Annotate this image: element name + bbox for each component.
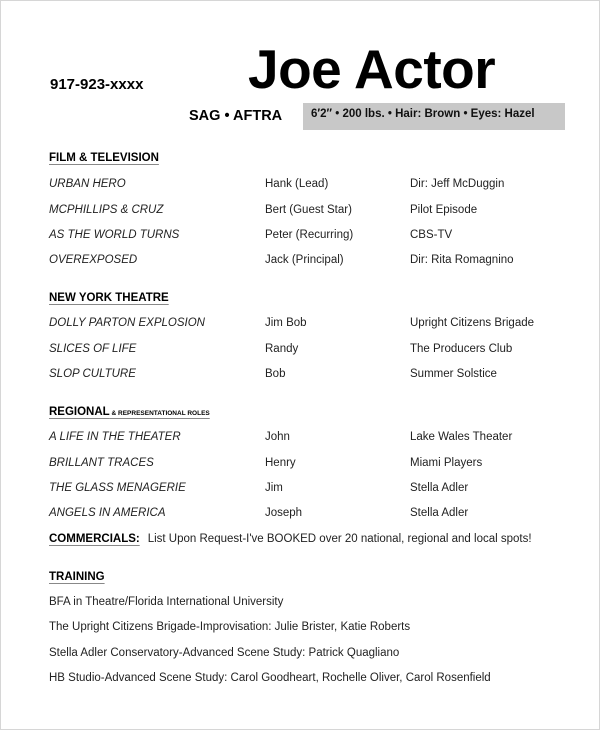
section-heading-regional-title: REGIONAL	[49, 406, 110, 418]
credit-venue: Stella Adler	[410, 507, 469, 519]
section-heading-regional-subtitle: & REPRESENTATIONAL ROLES	[109, 410, 210, 417]
training-item: HB Studio-Advanced Scene Study: Carol Goodheart, Rochelle Oliver, Carol Rosenfield	[49, 672, 491, 684]
credit-venue: Dir: Jeff McDuggin	[410, 178, 505, 190]
credit-title: URBAN HERO	[49, 178, 126, 190]
credit-role: Randy	[265, 343, 299, 355]
commercials-line	[49, 533, 532, 545]
training-item: The Upright Citizens Brigade-Improvisation: Julie Brister, Katie Roberts	[49, 621, 411, 633]
physical-stats: 6′2″ • 200 lbs. • Hair: Brown • Eyes: Hazel	[311, 108, 535, 120]
section-heading-training: TRAINING	[49, 571, 105, 583]
credit-venue: Lake Wales Theater	[410, 431, 513, 443]
credit-role: Peter (Recurring)	[265, 229, 354, 241]
credit-venue: Pilot Episode	[410, 204, 478, 216]
credit-venue: Upright Citizens Brigade	[410, 317, 535, 329]
credit-title: BRILLANT TRACES	[49, 457, 154, 469]
section-heading-film-tv: FILM & TELEVISION	[49, 152, 159, 164]
credit-title: AS THE WORLD TURNS	[49, 229, 180, 241]
credit-title: DOLLY PARTON EXPLOSION	[49, 317, 205, 329]
credit-role: Hank (Lead)	[265, 178, 329, 190]
credit-title: THE GLASS MENAGERIE	[49, 482, 186, 494]
credit-venue: Stella Adler	[410, 482, 469, 494]
credit-role: Joseph	[265, 507, 303, 519]
credit-role: Jim	[265, 482, 283, 494]
credit-role: Bob	[265, 368, 286, 380]
credit-title: ANGELS IN AMERICA	[49, 507, 166, 519]
commercials-text: List Upon Request-I've BOOKED over 20 national, regional and local spots!	[147, 533, 532, 545]
union-affiliations: SAG • AFTRA	[189, 108, 283, 124]
section-heading-ny-theatre: NEW YORK THEATRE	[49, 292, 169, 304]
credit-venue: CBS-TV	[410, 229, 453, 241]
credit-venue: The Producers Club	[410, 343, 513, 355]
actor-name: Joe Actor	[248, 38, 496, 100]
credit-venue: Dir: Rita Romagnino	[410, 254, 514, 266]
credit-role: Jim Bob	[265, 317, 307, 329]
credit-venue: Miami Players	[410, 457, 483, 469]
credit-title: A LIFE IN THE THEATER	[49, 431, 181, 443]
training-item: BFA in Theatre/Florida International University	[49, 596, 284, 608]
credit-role: Jack (Principal)	[265, 254, 344, 266]
section-heading-regional	[49, 406, 210, 418]
commercials-label: COMMERCIALS:	[49, 533, 140, 545]
credit-role: Henry	[265, 457, 296, 469]
credit-title: MCPHILLIPS & CRUZ	[49, 204, 164, 216]
credit-role: Bert (Guest Star)	[265, 204, 352, 216]
credit-role: John	[265, 431, 290, 443]
training-item: Stella Adler Conservatory-Advanced Scene Study: Patrick Quagliano	[49, 647, 400, 659]
credit-title: SLICES OF LIFE	[49, 343, 137, 355]
phone-number: 917-923-xxxx	[50, 76, 144, 93]
credit-venue: Summer Solstice	[410, 368, 497, 380]
credit-title: OVEREXPOSED	[49, 254, 138, 266]
credit-title: SLOP CULTURE	[49, 368, 136, 380]
